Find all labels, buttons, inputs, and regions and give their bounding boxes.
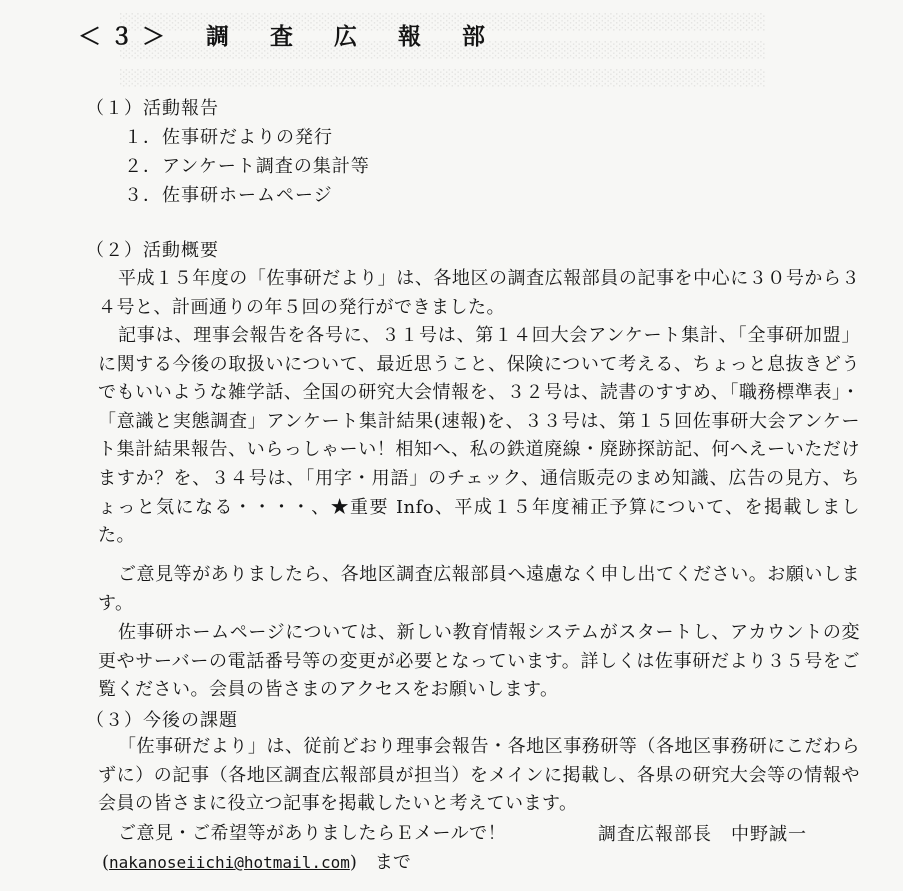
- contact-suffix: ) まで: [349, 852, 411, 873]
- subsection-activity-overview: （２）活動概要: [86, 240, 219, 261]
- signature: 調査広報部長 中野誠一: [598, 824, 807, 845]
- overview-paragraph-4: 佐事研ホームページについては、新しい教育情報システムがスタートし、アカウントの変更やサーバーの電話番号等の変更が必要となっています。詳しくは佐事研だより３５号をご覧ください。会員の皆さまのアクセスをお願いします。: [98, 622, 860, 701]
- report-item-2: ２．アンケート調査の集計等: [124, 156, 370, 177]
- report-item-3: ３．佐事研ホームページ: [124, 185, 333, 206]
- email-link[interactable]: nakanoseiichi@hotmail.com: [109, 853, 350, 872]
- contact-open-paren: (: [102, 852, 110, 873]
- section-heading: ＜３＞ 調 査 広 報 部: [78, 23, 494, 50]
- bleed-through-texture: ░░░░░░░░░░░░░░░░░░░░░░░░░░░░░░░░░░░░░░░░░░░░░░░░░░░░░░░░ ░░░░░░░░░░░░░░░░░░░░░░░░░░░░░░░░░░░░░░░░░░░░░░░░░░░░░░░░ ░░░░░░░░░░░░░░░░░░░░░░░░░░░░░░░░░░░░░░░░░░░░░░░░░░░░░░░░: [120, 13, 766, 87]
- subsection-activity-report: （１）活動報告: [86, 98, 219, 119]
- report-item-1: １．佐事研だよりの発行: [124, 127, 333, 148]
- subsection-future-tasks: （３）今後の課題: [86, 710, 238, 731]
- future-paragraph-2: ご意見・ご希望等がありましたらＥメールで！: [118, 823, 507, 844]
- overview-paragraph-2: 記事は、理事会報告を各号に、３１号は、第１４回大会アンケート集計、「全事研加盟」に関する今後の取扱いについて、最近思うこと、保険について考える、ちょっと息抜きどうでもいいような雑学話、全国の研究大会情報を、３２号は、読書のすすめ、「職務標準表」・「意識と実態調査」アンケート集計結果(速報)を、３３号は、第１５回佐事研大会アンケート集計結果報告、いらっしゃーい！相知へ、私の鉄道廃線・廃跡探訪記、何へえーいただけますか？を、３４号は、「用字・用語」のチェック、通信販売のまめ知識、広告の見方、ちょっと気になる・・・・、★重要 Info、平成１５年度補正予算について、を掲載しました。: [98, 325, 860, 547]
- future-paragraph-1: 「佐事研だより」は、従前どおり理事会報告・各地区事務研等（各地区事務研にこだわらずに）の記事（各地区調査広報部員が担当）をメインに掲載し、各県の研究大会等の情報や会員の皆さまに役立つ記事を掲載したいと考えています。: [98, 736, 860, 815]
- overview-paragraph-3: ご意見等がありましたら、各地区調査広報部員へ遠慮なく申し出てください。お願いします。: [98, 564, 860, 614]
- contact-line: [102, 848, 411, 874]
- overview-paragraph-1: 平成１５年度の「佐事研だより」は、各地区の調査広報部員の記事を中心に３０号から３４号と、計画通りの年５回の発行ができました。: [98, 268, 860, 318]
